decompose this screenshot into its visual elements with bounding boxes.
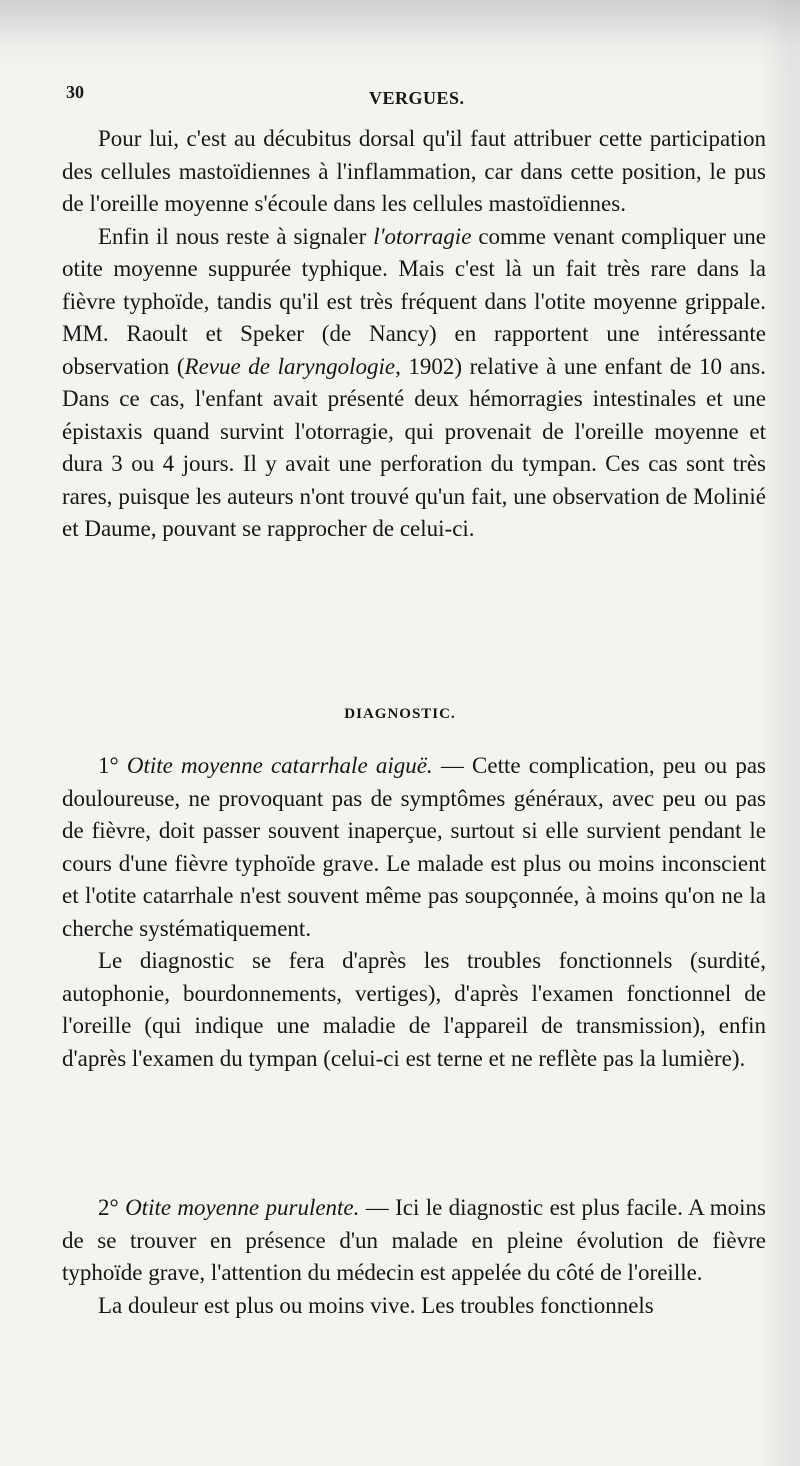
paragraph-otorragie-part2: comme venant compliquer une otite moyenne suppurée typhique. Mais c'est là un fait très rare dans la fièvre typhoïde, tandis qu'il est très fréquent dans l'otite moyenne grippale. MM. Raoult et Speker (de Nancy) en rapportent une intéressante observation (	[62, 223, 766, 379]
item-heading: Otite moyenne catarrhale aiguë.	[126, 753, 433, 778]
running-title: VERGUES.	[369, 88, 465, 108]
body-text-bottom	[62, 1192, 766, 1322]
item-number: 2°	[98, 1195, 126, 1220]
item-text: — Cette complication, peu ou pas douloureuse, ne provoquant pas de symptômes généraux, avec peu ou pas de fièvre, doit passer souvent inaperçue, surtout si elle survient pendant le cours d'une fièvre typhoïde grave. Le malade est plus ou moins inconscient et l'otite catarrhale n'est souvent même pas soupçonnée, à moins qu'on ne la cherche systématiquement.	[62, 753, 766, 941]
item-number: 1°	[98, 753, 127, 778]
running-head	[62, 74, 766, 108]
body-text-diagnostic	[62, 750, 766, 1075]
paragraph-otorragie	[62, 221, 766, 546]
paragraph-otite-purulente	[62, 1192, 766, 1290]
paragraph-decubitus: Pour lui, c'est au décubitus dorsal qu'il faut attribuer cette participation des cellules mastoïdiennes à l'inflammation, car dans cette position, le pus de l'oreille moyenne s'écoule dans les cellules mastoïdiennes.	[62, 126, 766, 216]
paragraph-otorragie-part3: , 1902) relative à une enfant de 10 ans. Dans ce cas, l'enfant avait présenté deux hémorragies intestinales et une épistaxis quand survint l'otorragie, qui provenait de l'oreille moyenne et dura 3 ou 4 jours. Il y avait une perforation du tympan. Ces cas sont très rares, puisque les auteurs n'ont trouvé qu'un fait, une observation de Molinié et Daume, pouvant se rapprocher de celui-ci.	[62, 353, 767, 541]
page-number: 30	[66, 82, 84, 102]
item-text: — Ici le diagnostic est plus facile. A moins de se trouver en présence d'un malade en pleine évolution de fièvre typhoïde grave, l'attention du médecin est appelée du côté de l'oreille.	[62, 1195, 767, 1285]
body-text-top	[62, 123, 766, 546]
paragraph-otite-catarrhale	[62, 750, 766, 945]
journal-title: Revue de laryngologie	[184, 353, 396, 379]
section-title: DIAGNOSTIC.	[344, 706, 456, 722]
paragraph-otorragie-part1: Enfin il nous reste à signaler	[98, 223, 374, 249]
paragraph-douleur: La douleur est plus ou moins vive. Les troubles fonctionnels	[98, 1292, 654, 1318]
paragraph-diagnostic: Le diagnostic se fera d'après les troubles fonctionnels (surdité, autophonie, bourdonnements, vertiges), d'après l'examen fonctionnel de l'oreille (qui indique une maladie de l'appareil de transmission), enfin d'après l'examen du tympan (celui-ci est terne et ne reflète pas la lumière).	[62, 948, 766, 1071]
item-heading: Otite moyenne purulente.	[125, 1195, 360, 1220]
term-otorragie: l'otorragie	[373, 223, 472, 249]
